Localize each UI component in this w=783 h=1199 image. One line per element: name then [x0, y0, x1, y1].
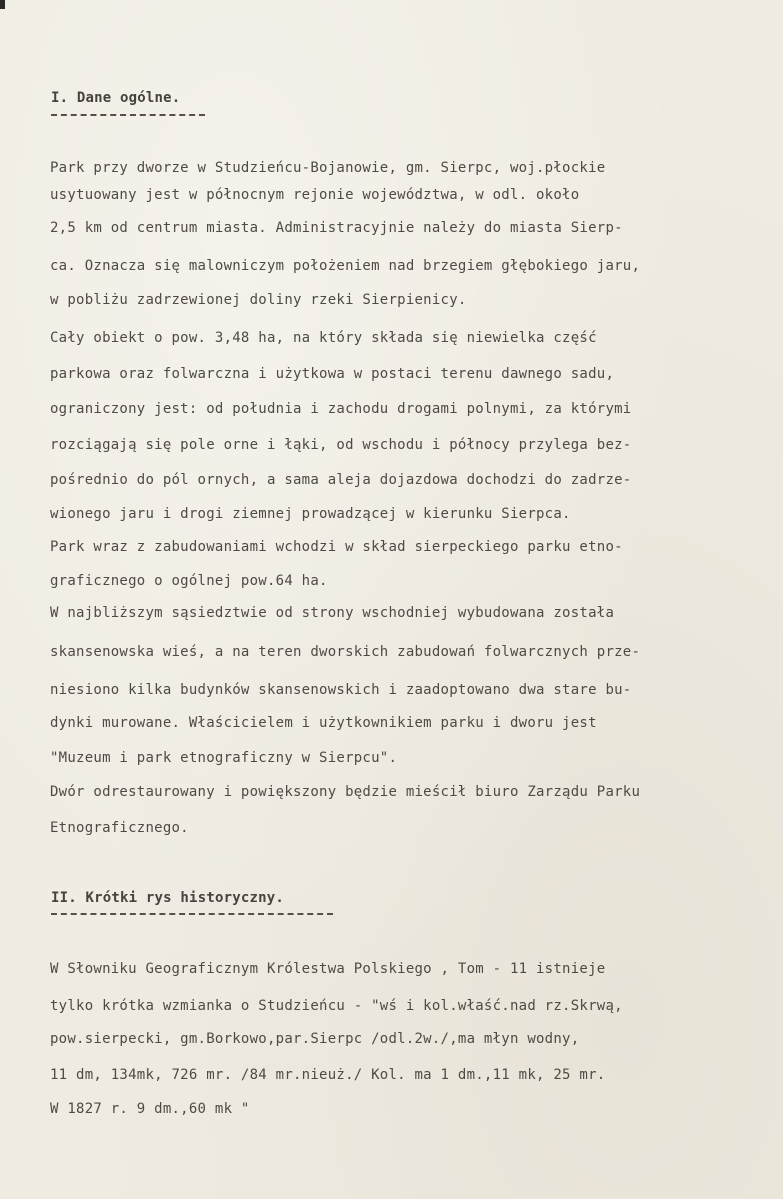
- text-line: graficznego o ogólnej pow.64 ha.: [50, 573, 328, 589]
- section-heading-underline: [51, 114, 205, 116]
- text-line: Etnograficznego.: [50, 820, 189, 836]
- section-heading-history: II. Krótki rys historyczny.: [51, 890, 284, 906]
- text-line: tylko krótka wzmianka o Studzieńcu - "wś i kol.właść.nad rz.Skrwą,: [50, 998, 623, 1014]
- text-line: Park przy dworze w Studzieńcu-Bojanowie, gm. Sierpc, woj.płockie: [50, 160, 606, 176]
- text-line: Cały obiekt o pow. 3,48 ha, na który składa się niewielka część: [50, 330, 597, 346]
- text-line: W najbliższym sąsiedztwie od strony wschodniej wybudowana została: [50, 605, 615, 621]
- text-line: skansenowska wieś, a na teren dworskich zabudowań folwarcznych prze-: [50, 644, 641, 660]
- text-line: ca. Oznacza się malowniczym położeniem nad brzegiem głębokiego jaru,: [50, 258, 641, 274]
- section-heading-general: I. Dane ogólne.: [51, 90, 181, 106]
- text-line: parkowa oraz folwarczna i użytkowa w postaci terenu dawnego sadu,: [50, 366, 615, 382]
- text-line: Dwór odrestaurowany i powiększony będzie mieścił biuro Zarządu Parku: [50, 784, 641, 800]
- text-line: Park wraz z zabudowaniami wchodzi w skład sierpeckiego parku etno-: [50, 539, 623, 555]
- text-line: w pobliżu zadrzewionej doliny rzeki Sierpienicy.: [50, 292, 467, 308]
- text-line: W 1827 r. 9 dm.,60 mk ": [50, 1101, 250, 1117]
- text-line: pośrednio do pól ornych, a sama aleja dojazdowa dochodzi do zadrze-: [50, 472, 632, 488]
- section-heading-underline: [51, 913, 333, 915]
- text-line: pow.sierpecki, gm.Borkowo,par.Sierpc /odl.2w./,ma młyn wodny,: [50, 1031, 580, 1047]
- text-line: rozciągają się pole orne i łąki, od wschodu i północy przylega bez-: [50, 437, 632, 453]
- scan-corner-mark: [0, 0, 5, 9]
- text-line: 11 dm, 134mk, 726 mr. /84 mr.nieuż./ Kol. ma 1 dm.,11 mk, 25 mr.: [50, 1067, 606, 1083]
- text-line: 2,5 km od centrum miasta. Administracyjnie należy do miasta Sierp-: [50, 220, 623, 236]
- text-line: ograniczony jest: od południa i zachodu drogami polnymi, za którymi: [50, 401, 632, 417]
- text-line: wionego jaru i drogi ziemnej prowadzącej w kierunku Sierpca.: [50, 506, 571, 522]
- text-line: usytuowany jest w północnym rejonie województwa, w odl. około: [50, 187, 580, 203]
- text-line: niesiono kilka budynków skansenowskich i zaadoptowano dwa stare bu-: [50, 682, 632, 698]
- text-line: W Słowniku Geograficznym Królestwa Polskiego , Tom - 11 istnieje: [50, 961, 606, 977]
- text-line: "Muzeum i park etnograficzny w Sierpcu".: [50, 750, 398, 766]
- text-line: dynki murowane. Właścicielem i użytkownikiem parku i dworu jest: [50, 715, 597, 731]
